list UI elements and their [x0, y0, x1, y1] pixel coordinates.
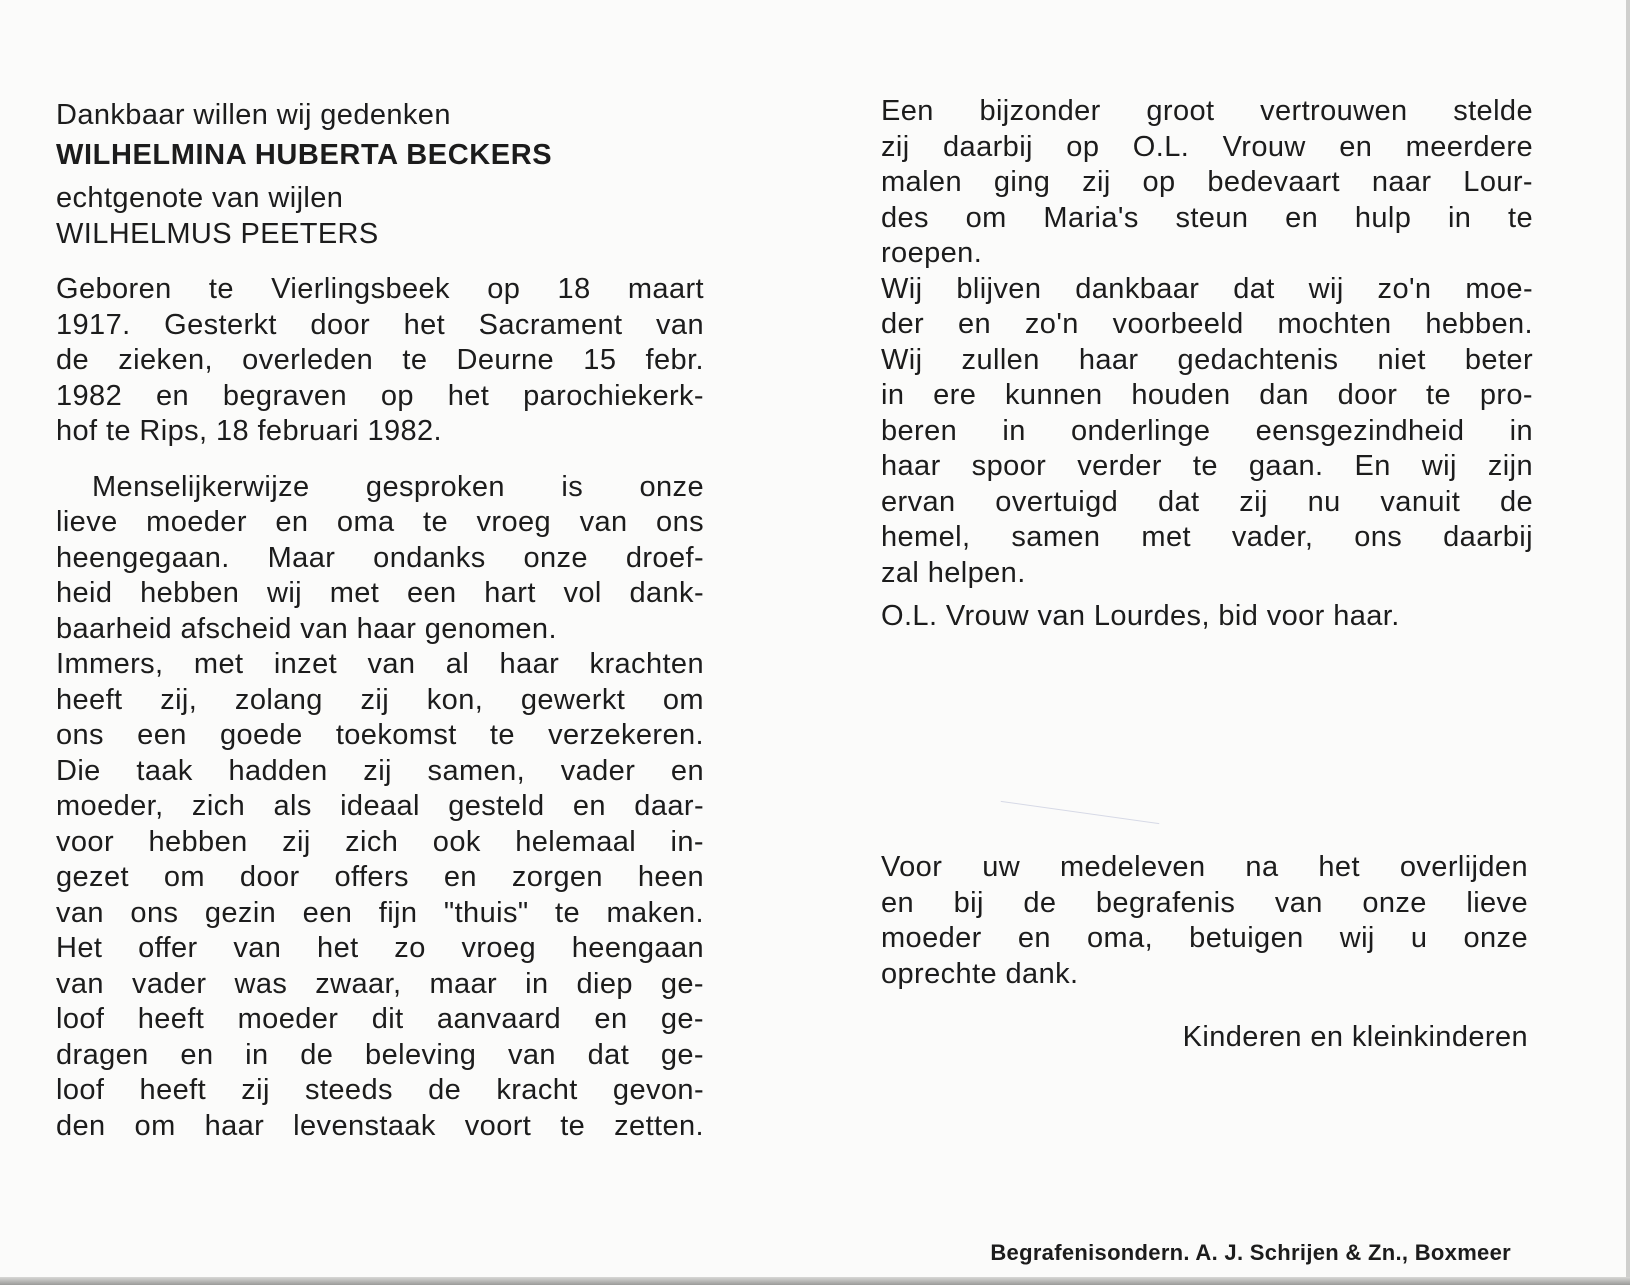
- bio-line: Geboren te Vierlingsbeek op 18 maart: [56, 273, 704, 305]
- text-line: malen ging zij op bedevaart naar Lour-: [881, 166, 1533, 198]
- text-line: heengegaan. Maar ondanks onze droef-: [56, 541, 704, 574]
- text-line: Menselijkerwijze gesproken is onze: [92, 470, 704, 503]
- intro-line: Dankbaar willen wij gedenken: [56, 99, 451, 131]
- memorial-text-paragraph: [56, 470, 704, 1145]
- printer-credit: Begrafenisondern. A. J. Schrijen & Zn., Boxmeer: [990, 1240, 1511, 1265]
- text-line: Het offer van het zo vroeg heengaan: [56, 932, 704, 964]
- text-line: dragen en in de beleving van dat ge-: [56, 1038, 704, 1071]
- text-line: Een bijzonder groot vertrouwen stelde: [881, 95, 1533, 127]
- text-line: in ere kunnen houden dan door te pro-: [881, 379, 1533, 411]
- text-line: roepen.: [881, 237, 983, 269]
- text-line: heid hebben wij met een hart vol dank-: [56, 577, 704, 609]
- bio-line: de zieken, overleden te Deurne 15 febr.: [56, 344, 704, 376]
- text-line: zal helpen.: [881, 556, 1026, 589]
- bio-line: hof te Rips, 18 februari 1982.: [56, 415, 443, 447]
- paper-mark: [1001, 801, 1160, 824]
- text-line: heeft zij, zolang zij kon, gewerkt om: [56, 683, 704, 716]
- spouse-label: echtgenote van wijlen: [56, 182, 344, 214]
- signature: Kinderen en kleinkinderen: [1182, 1021, 1528, 1053]
- text-line: van vader was zwaar, maar in diep ge-: [56, 967, 704, 1000]
- text-line: gezet om door offers en zorgen heen: [56, 861, 704, 893]
- thanks-line: moeder en oma, betuigen wij u onze: [881, 922, 1528, 954]
- text-line: beren in onderlinge eensgezindheid in: [881, 414, 1533, 447]
- spouse-name: WILHELMUS PEETERS: [56, 217, 379, 250]
- text-line: Immers, met inzet van al haar krachten: [56, 648, 704, 680]
- text-line: Wij blijven dankbaar dat wij zo'n moe-: [881, 272, 1533, 305]
- text-line: lieve moeder en oma te vroeg van ons: [56, 506, 704, 538]
- deceased-name: WILHELMINA HUBERTA BECKERS: [56, 138, 553, 171]
- thanks-line: en bij de begrafenis van onze lieve: [881, 886, 1528, 919]
- thanks-line: oprechte dank.: [881, 957, 1079, 990]
- text-line: haar spoor verder te gaan. En wij zijn: [881, 450, 1533, 482]
- right-column: [881, 94, 1533, 635]
- left-column: [56, 98, 704, 1144]
- trust-paragraph: [881, 94, 1533, 591]
- text-line: der en zo'n voorbeeld mochten hebben.: [881, 308, 1533, 340]
- spacer: [56, 450, 704, 470]
- text-line: moeder, zich als ideaal gesteld en daar-: [56, 790, 704, 822]
- spacer: [881, 591, 1533, 599]
- text-line: ons een goede toekomst te verzekeren.: [56, 719, 704, 751]
- card-edge-bottom: [0, 1277, 1630, 1285]
- text-line: loof heeft moeder dit aanvaard en ge-: [56, 1003, 704, 1035]
- text-line: hemel, samen met vader, ons daarbij: [881, 521, 1533, 553]
- thanks-line: Voor uw medeleven na het overlijden: [881, 851, 1528, 883]
- text-line: Die taak hadden zij samen, vader en: [56, 754, 704, 787]
- prayer-line: O.L. Vrouw van Lourdes, bid voor haar.: [881, 600, 1400, 632]
- card-edge-right: [1626, 0, 1630, 1285]
- text-line: van ons gezin een fijn "thuis" te maken.: [56, 896, 704, 929]
- text-line: ervan overtuigd dat zij nu vanuit de: [881, 485, 1533, 518]
- text-line: Wij zullen haar gedachtenis niet beter: [881, 343, 1533, 376]
- thanks-paragraph: [881, 850, 1528, 992]
- text-line: voor hebben zij zich ook helemaal in-: [56, 825, 704, 858]
- text-line: loof heeft zij steeds de kracht gevon-: [56, 1074, 704, 1106]
- text-line: den om haar levenstaak voort te zetten.: [56, 1109, 704, 1142]
- spacer: [56, 252, 704, 272]
- text-line: des om Maria's steun en hulp in te: [881, 201, 1533, 234]
- bio-line: 1917. Gesterkt door het Sacrament van: [56, 308, 704, 341]
- text-line: baarheid afscheid van haar genomen.: [56, 612, 557, 645]
- bio-line: 1982 en begraven op het parochiekerk-: [56, 379, 704, 412]
- text-line: zij daarbij op O.L. Vrouw en meerdere: [881, 130, 1533, 163]
- bio-paragraph: [56, 272, 704, 450]
